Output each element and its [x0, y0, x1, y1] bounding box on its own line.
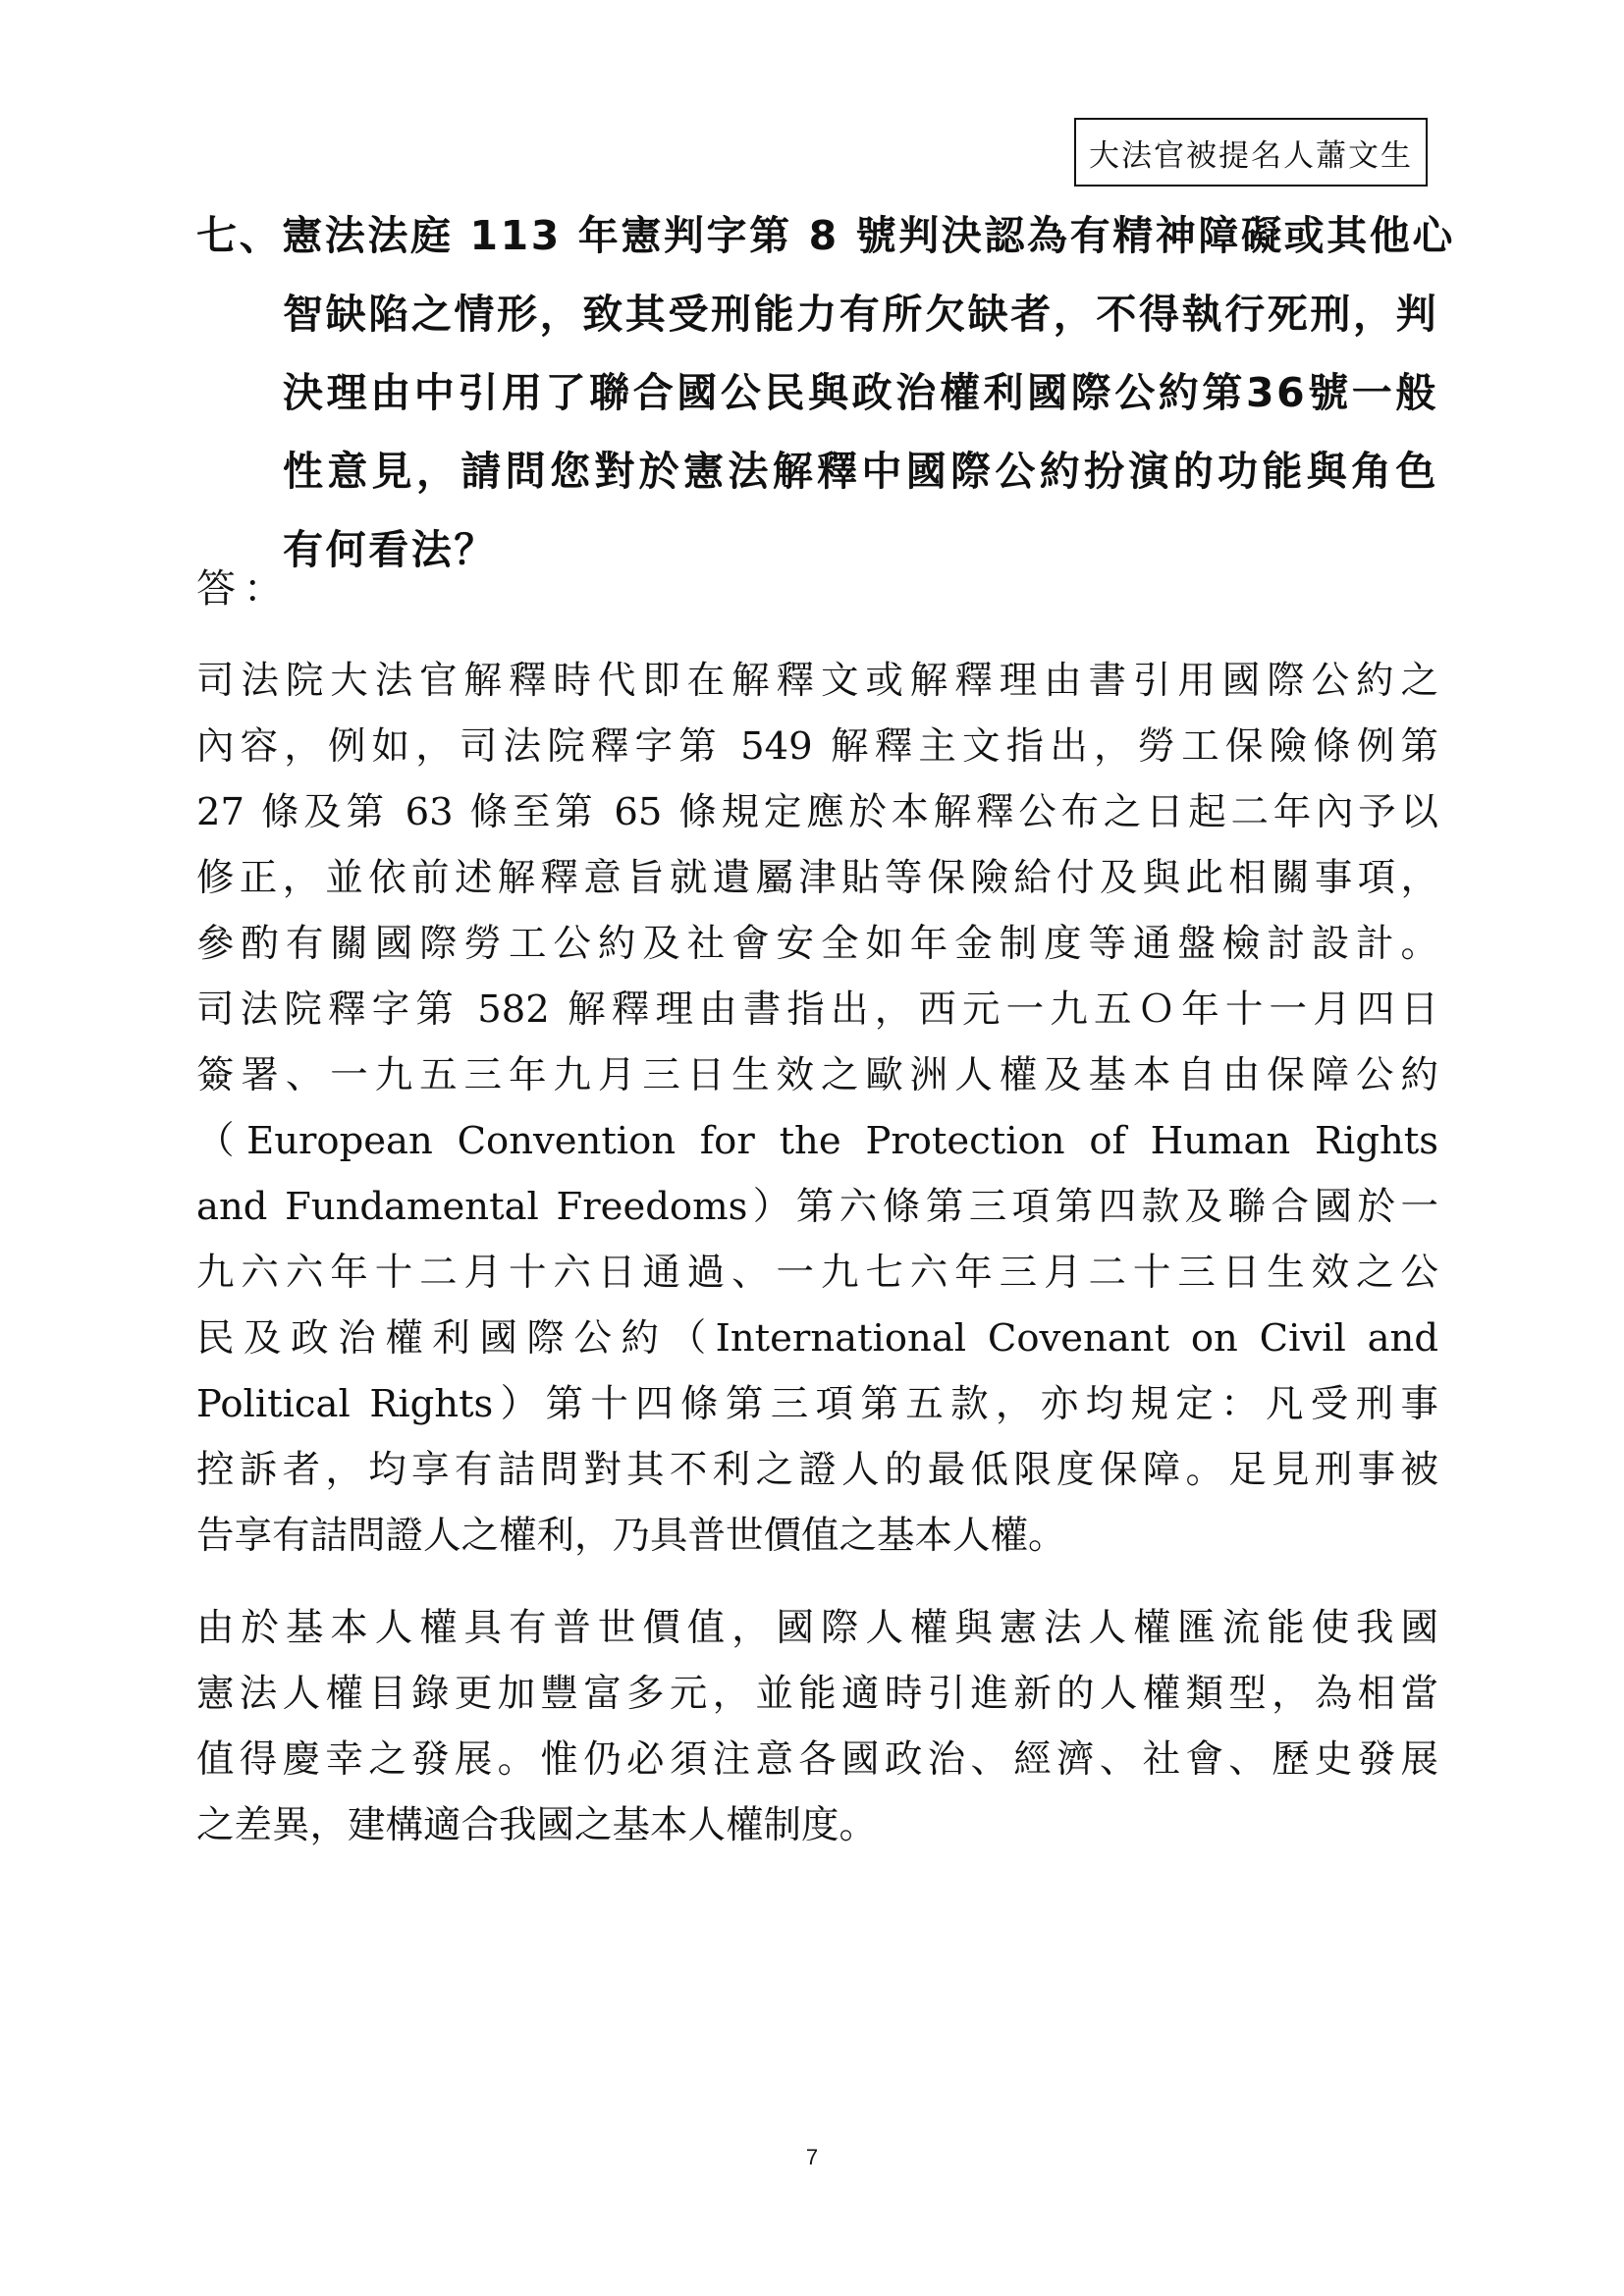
paragraph-line: 民及政治權利國際公約（International Covenant on Civil and: [196, 1316, 1438, 1361]
answer-paragraph-2: [196, 1595, 1438, 1858]
question-line: 智缺陷之情形，致其受刑能力有所欠缺者，不得執行死刑，判: [283, 291, 1439, 338]
paragraph-line: 27 條及第 63 條至第 65 條規定應於本解釋公布之日起二年內予以: [196, 790, 1438, 834]
paragraph-line: 憲法人權目錄更加豐富多元，並能適時引進新的人權類型，為相當: [196, 1672, 1438, 1716]
paragraph-line: 值得慶幸之發展。惟仍必須注意各國政治、經濟、社會、歷史發展: [196, 1737, 1438, 1782]
paragraph-line: 之差異，建構適合我國之基本人權制度。: [196, 1803, 878, 1847]
paragraph-line: and Fundamental Freedoms）第六條第三項第四款及聯合國於一: [196, 1185, 1438, 1229]
paragraph-line: 由於基本人權具有普世價值，國際人權與憲法人權匯流能使我國: [196, 1606, 1438, 1650]
answer-label: 答：: [196, 566, 291, 612]
answer-paragraph-1: [196, 648, 1438, 1569]
paragraph-line: 簽署、一九五三年九月三日生效之歐洲人權及基本自由保障公約: [196, 1053, 1438, 1097]
nominee-header-box: [1074, 118, 1428, 187]
paragraph-line: 參酌有關國際勞工公約及社會安全如年金制度等通盤檢討設計。: [196, 922, 1438, 966]
paragraph-line: 修正，並依前述解釋意旨就遺屬津貼等保險給付及與此相關事項，: [196, 856, 1438, 900]
paragraph-line: 內容，例如，司法院釋字第 549 解釋主文指出，勞工保險條例第: [196, 724, 1438, 769]
paragraph-line: 司法院釋字第 582 解釋理由書指出，西元一九五Ｏ年十一月四日: [196, 988, 1438, 1032]
question-line: 七、憲法法庭 113 年憲判字第 8 號判決認為有精神障礙或其他心: [196, 212, 1456, 259]
paragraph-line: 司法院大法官解釋時代即在解釋文或解釋理由書引用國際公約之: [196, 659, 1438, 703]
page-number: 7: [805, 2145, 819, 2169]
question-heading: [196, 196, 1456, 589]
question-line: 決理由中引用了聯合國公民與政治權利國際公約第36號一般: [283, 369, 1438, 416]
nominee-label: 大法官被提名人蕭文生: [1089, 137, 1413, 174]
paragraph-line: Political Rights）第十四條第三項第五款，亦均規定：凡受刑事: [196, 1382, 1438, 1426]
paragraph-line: 控訴者，均享有詰問對其不利之證人的最低限度保障。足見刑事被: [196, 1448, 1438, 1492]
paragraph-line: （European Convention for the Protection of Human Rights: [196, 1119, 1438, 1163]
paragraph-line: 告享有詰問證人之權利，乃具普世價值之基本人權。: [196, 1514, 1066, 1558]
question-line: 有何看法？: [283, 526, 497, 573]
paragraph-line: 九六六年十二月十六日通過、一九七六年三月二十三日生效之公: [196, 1251, 1438, 1295]
question-line: 性意見，請問您對於憲法解釋中國際公約扮演的功能與角色: [283, 448, 1438, 495]
